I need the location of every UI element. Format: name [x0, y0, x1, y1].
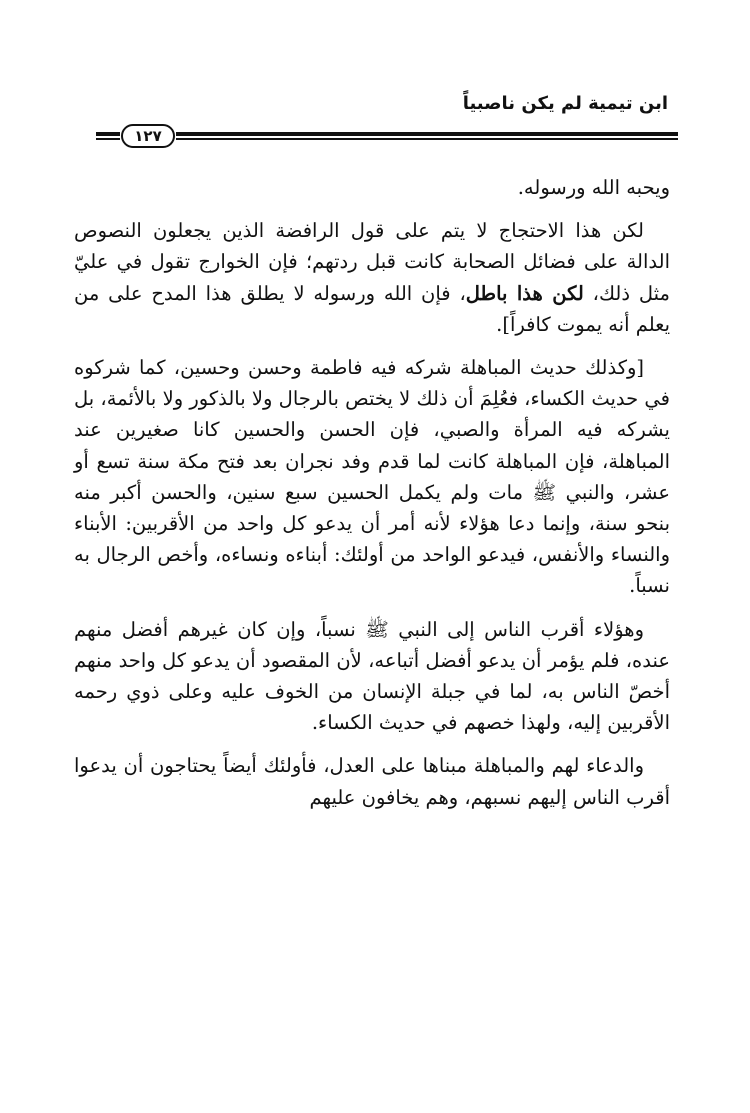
paragraph-5 [74, 750, 670, 812]
rule-thin-right [176, 138, 678, 140]
paragraph-2-emphasis: لكن هذا باطل [465, 281, 584, 305]
body-text [74, 172, 670, 825]
paragraph-1-text: ويحبه الله ورسوله. [517, 176, 670, 199]
header-rule [96, 125, 678, 147]
paragraph-1 [74, 172, 670, 203]
paragraph-2-text-b: ، فإن الله ورسوله لا يطلق هذا المدح على من يعلم أنه يموت كافراً]. [74, 281, 670, 336]
paragraph-4 [74, 614, 670, 739]
paragraph-3 [74, 352, 670, 602]
running-title: ابن تيمية لم يكن ناصبياً [462, 93, 668, 114]
rule-thin-left [96, 138, 120, 140]
rule-thick-right [176, 132, 678, 136]
paragraph-3-text: [وكذلك حديث المباهلة شركه فيه فاطمة وحسن وحسين، كما شركوه في حديث الكساء، فعُلِمَ أن ذلك لا يختص بالرجال ولا بالذكور ولا بالأئمة، بل يشركه فيه المرأة والصبي، فإن الحسن والحسين كانا صغيرين عند المباهلة، فإن المباهلة كانت لما قدم وفد نجران بعد فتح مكة سنة تسع أو عشر، والنبي ﷺ مات ولم يكمل الحسين سبع سنين، والحسن أكبر منه بنحو سنة، وإنما دعا هؤلاء لأنه أمر أن يدعو كل واحد من الأقربين: الأبناء والنساء والأنفس، فيدعو الواحد من أولئك: أبناءه ونساءه، وأخص الرجال به نسباً. [74, 356, 670, 598]
rule-thick-left [96, 132, 120, 136]
page-number: ١٢٧ [121, 124, 175, 148]
paragraph-4-text: وهؤلاء أقرب الناس إلى النبي ﷺ نسباً، وإن كان غيرهم أفضل منهم عنده، فلم يؤمر أن يدعو أفضل أتباعه، لأن المقصود أن يدعو كل واحد منهم أخصّ الناس به، لما في جبلة الإنسان من الخوف عليه وعلى ذوي رحمه الأقربين إليه، ولهذا خصهم في حديث الكساء. [74, 617, 670, 735]
paragraph-5-text: والدعاء لهم والمباهلة مبناها على العدل، فأولئك أيضاً يحتاجون أن يدعوا أقرب الناس إليهم نسبهم، وهم يخافون عليهم [74, 754, 670, 809]
paragraph-2-text-a: لكن هذا الاحتجاج لا يتم على قول الرافضة الذين يجعلون النصوص الدالة على فضائل الصحابة كانت قبل ردتهم؛ فإن الخوارج تقول في عليّ مثل ذلك، [74, 219, 670, 305]
paragraph-2 [74, 215, 670, 340]
